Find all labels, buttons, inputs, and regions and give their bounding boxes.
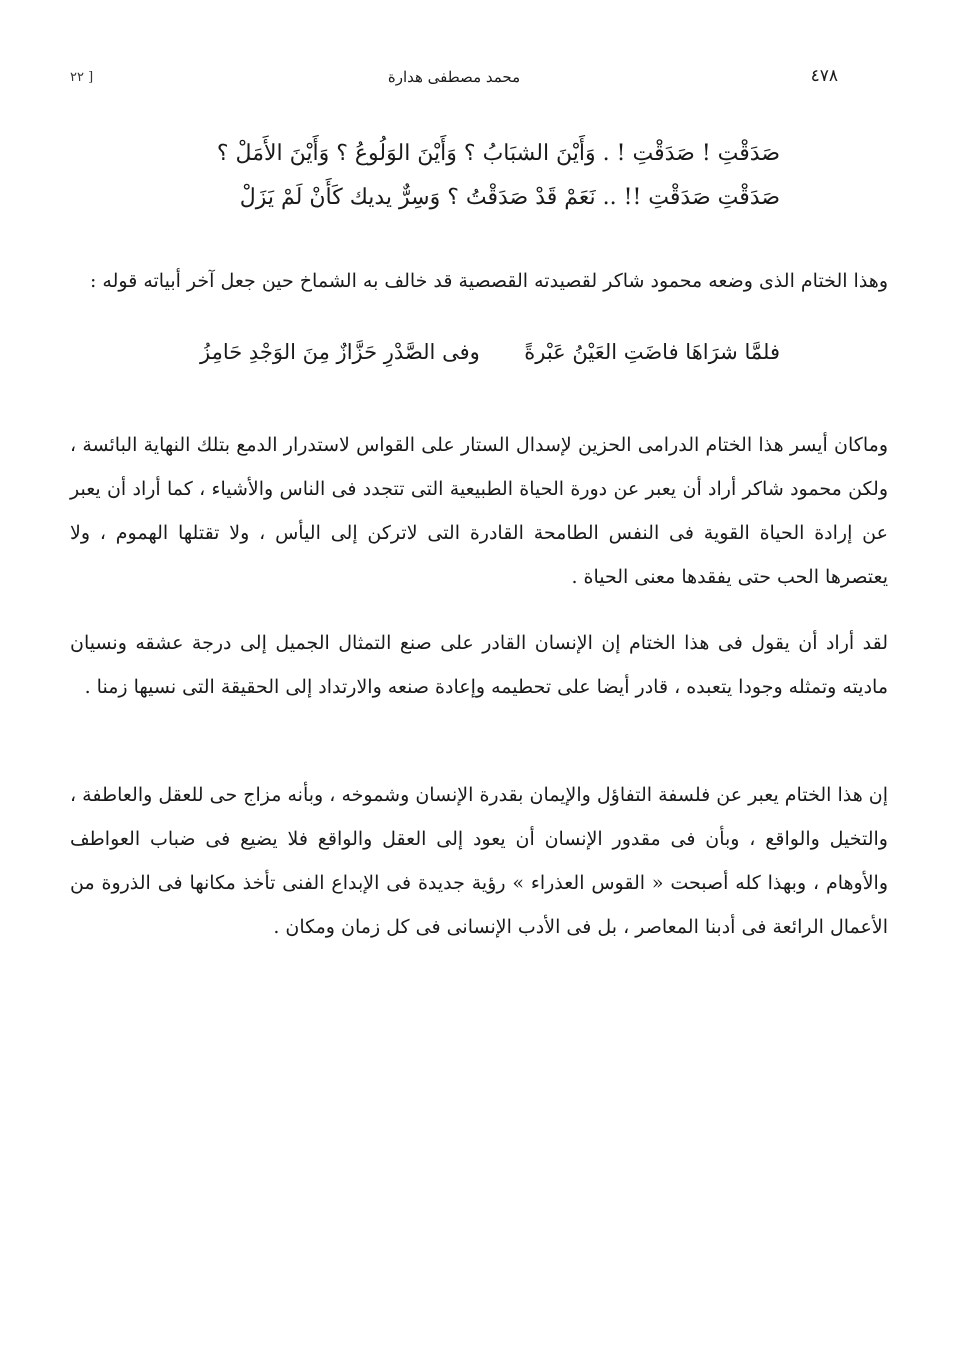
signature-mark: [ ٢٢: [70, 70, 94, 85]
quoted-verse: [200, 340, 780, 380]
page-header: [70, 66, 838, 96]
paragraph-4: إن هذا الختام يعبر عن فلسفة التفاؤل والإيمان بقدرة الإنسان وشموخه ، وبأنه مزاج حى للعقل والعاطفة ، والتخيل والواقع ، وبأن فى مقدور الإنسان أن يعود إلى العقل والواقع فلا يضيع فى ضباب العواطف والأوهام ، وبهذا كله أصبحت « القوس العذراء » رؤية جديدة فى الإبداع الفنى تأخذ مكانها فى الذروة من الأعمال الرائعة فى أدبنا المعاصر ، بل فى الأدب الإنسانى فى كل زمان ومكان .: [70, 784, 888, 938]
verse-hemistich-2: وفى الصَّدْرِ حَزَّازٌ مِنَ الوَجْدِ حَامِزُ: [200, 340, 480, 364]
paragraph-2: وماكان أيسر هذا الختام الدرامى الحزين لإسدال الستار على القواس لاستدرار الدمع بتلك النهاية البائسة ، ولكن محمود شاكر أراد أن يعبر عن دورة الحياة الطبيعية التى تتجدد فى الناس والأشياء ، كما أراد أن يعبر عن إرادة الحياة القوية فى النفس الطامحة القادرة التى لاتركن إلى اليأس ، ولا تقتلها الهموم ، ولا يعتصرها الحب حتى يفقدها معنى الحياة .: [70, 434, 888, 588]
verse-couplet: [150, 132, 780, 220]
paragraph-1: وهذا الختام الذى وضعه محمود شاكر لقصيدته القصصية قد خالف به الشماخ حين جعل آخر أبياته قوله :: [89, 270, 888, 292]
verse-line-1: صَدَقْتِ ! صَدَقْتِ ! . وَأَيْنَ الشبَابُ ؟ وَأَيْنَ الوَلُوعُ ؟ وَأَيْنَ الأَمَلْ ؟: [216, 141, 780, 166]
paragraph-3: لقد أراد أن يقول فى هذا الختام إن الإنسان القادر على صنع التمثال الجميل إلى درجة عشقه ونسيان ماديته وتمثله وجودا يتعبده ، قادر أيضا على تحطيمه وإعادة صنعه والارتداد إلى الحقيقة التى نسيها زمنا .: [70, 632, 888, 698]
verse-hemistich-1: فلمَّا شرَاهَا فاضَتِ العَيْنُ عَبْرةً: [524, 340, 780, 364]
verse-line-2: صَدَقْتِ صَدَقْتِ !! .. نَعَمْ قَدْ صَدَقْتُ ؟ وَسِرٌّ يديك كَأَنْ لَمْ يَزَلْ: [239, 185, 780, 210]
running-title: محمد مصطفى هدارة: [387, 68, 521, 86]
page-number: ٤٧٨: [810, 66, 838, 86]
